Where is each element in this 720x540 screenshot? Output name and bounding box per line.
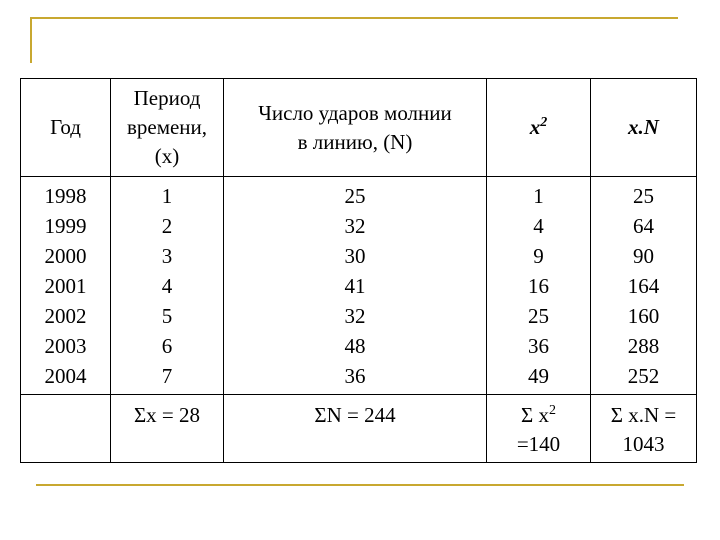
x-squared-cell: 4 xyxy=(533,213,544,238)
decorative-top-line xyxy=(30,17,678,19)
x-squared-cell: 9 xyxy=(533,243,544,268)
x-squared-cell: 16 xyxy=(528,273,549,298)
N-cell: 36 xyxy=(344,363,366,388)
xN-cell: 252 xyxy=(627,363,660,388)
header-period-line-2: времени, xyxy=(126,115,208,139)
decorative-left-line xyxy=(30,17,32,63)
N-cell: 32 xyxy=(344,303,366,328)
sum-x-squared-line-1: Σ $x^2$ xyxy=(521,403,556,427)
x-cell: 6 xyxy=(161,333,173,358)
table-header-row xyxy=(21,79,697,177)
xN-cell: 288 xyxy=(627,333,660,358)
year-cell: 2000 xyxy=(44,243,87,268)
xN-cell: 25 xyxy=(633,183,654,208)
header-period xyxy=(111,79,224,177)
table-data-row xyxy=(21,177,697,395)
sum-x: Σx = 28 xyxy=(111,395,224,463)
x-cell: 3 xyxy=(161,243,173,268)
xN-cell: 164 xyxy=(627,273,660,298)
header-period-line-1: Период xyxy=(133,86,201,110)
year-cell: 2001 xyxy=(44,273,87,298)
N-cell: 32 xyxy=(344,213,366,238)
sum-x-squared xyxy=(487,395,591,463)
header-x-squared-base: x xyxy=(529,115,541,139)
sum-xN-line-1: Σ x.N = xyxy=(610,403,677,427)
sum-N: ΣN = 244 xyxy=(224,395,487,463)
x-cell: 5 xyxy=(161,303,173,328)
header-x-squared xyxy=(487,79,591,177)
sum-year-empty xyxy=(21,395,111,463)
x-cell: 7 xyxy=(161,363,173,388)
column-N xyxy=(224,177,487,395)
column-x-squared xyxy=(487,177,591,395)
x-cell: 1 xyxy=(161,183,173,208)
year-cell: 1999 xyxy=(44,213,87,238)
N-cell: 41 xyxy=(344,273,366,298)
xN-cell: 160 xyxy=(627,303,660,328)
year-cell: 2004 xyxy=(44,363,87,388)
column-x xyxy=(111,177,224,395)
decorative-bottom-line xyxy=(36,484,684,486)
column-year xyxy=(21,177,111,395)
header-year: Год xyxy=(21,79,111,177)
sum-xN xyxy=(591,395,697,463)
year-cell: 2002 xyxy=(44,303,87,328)
year-cell: 1998 xyxy=(44,183,87,208)
xN-cell: 90 xyxy=(633,243,654,268)
x-cell: 2 xyxy=(161,213,173,238)
column-xN xyxy=(591,177,697,395)
header-strikes xyxy=(224,79,487,177)
lightning-strikes-table xyxy=(20,78,697,463)
table-sum-row xyxy=(21,395,697,463)
sum-x-squared-line-2: =140 xyxy=(516,432,561,456)
x-cell: 4 xyxy=(161,273,173,298)
sum-xN-line-2: 1043 xyxy=(622,432,665,456)
N-cell: 48 xyxy=(344,333,366,358)
xN-cell: 64 xyxy=(633,213,654,238)
x-squared-cell: 25 xyxy=(528,303,549,328)
N-cell: 30 xyxy=(344,243,366,268)
year-cell: 2003 xyxy=(44,333,87,358)
header-xN: x.N xyxy=(591,79,697,177)
header-strikes-line-1: Число ударов молнии xyxy=(258,100,452,125)
header-period-line-3: (x) xyxy=(154,144,180,168)
x-squared-cell: 36 xyxy=(528,333,549,358)
x-squared-cell: 49 xyxy=(528,363,549,388)
N-cell: 25 xyxy=(344,183,366,208)
header-strikes-line-2: в линию, (N) xyxy=(297,129,413,154)
header-x-squared-exp: 2 xyxy=(540,115,548,130)
x-squared-cell: 1 xyxy=(533,183,544,208)
